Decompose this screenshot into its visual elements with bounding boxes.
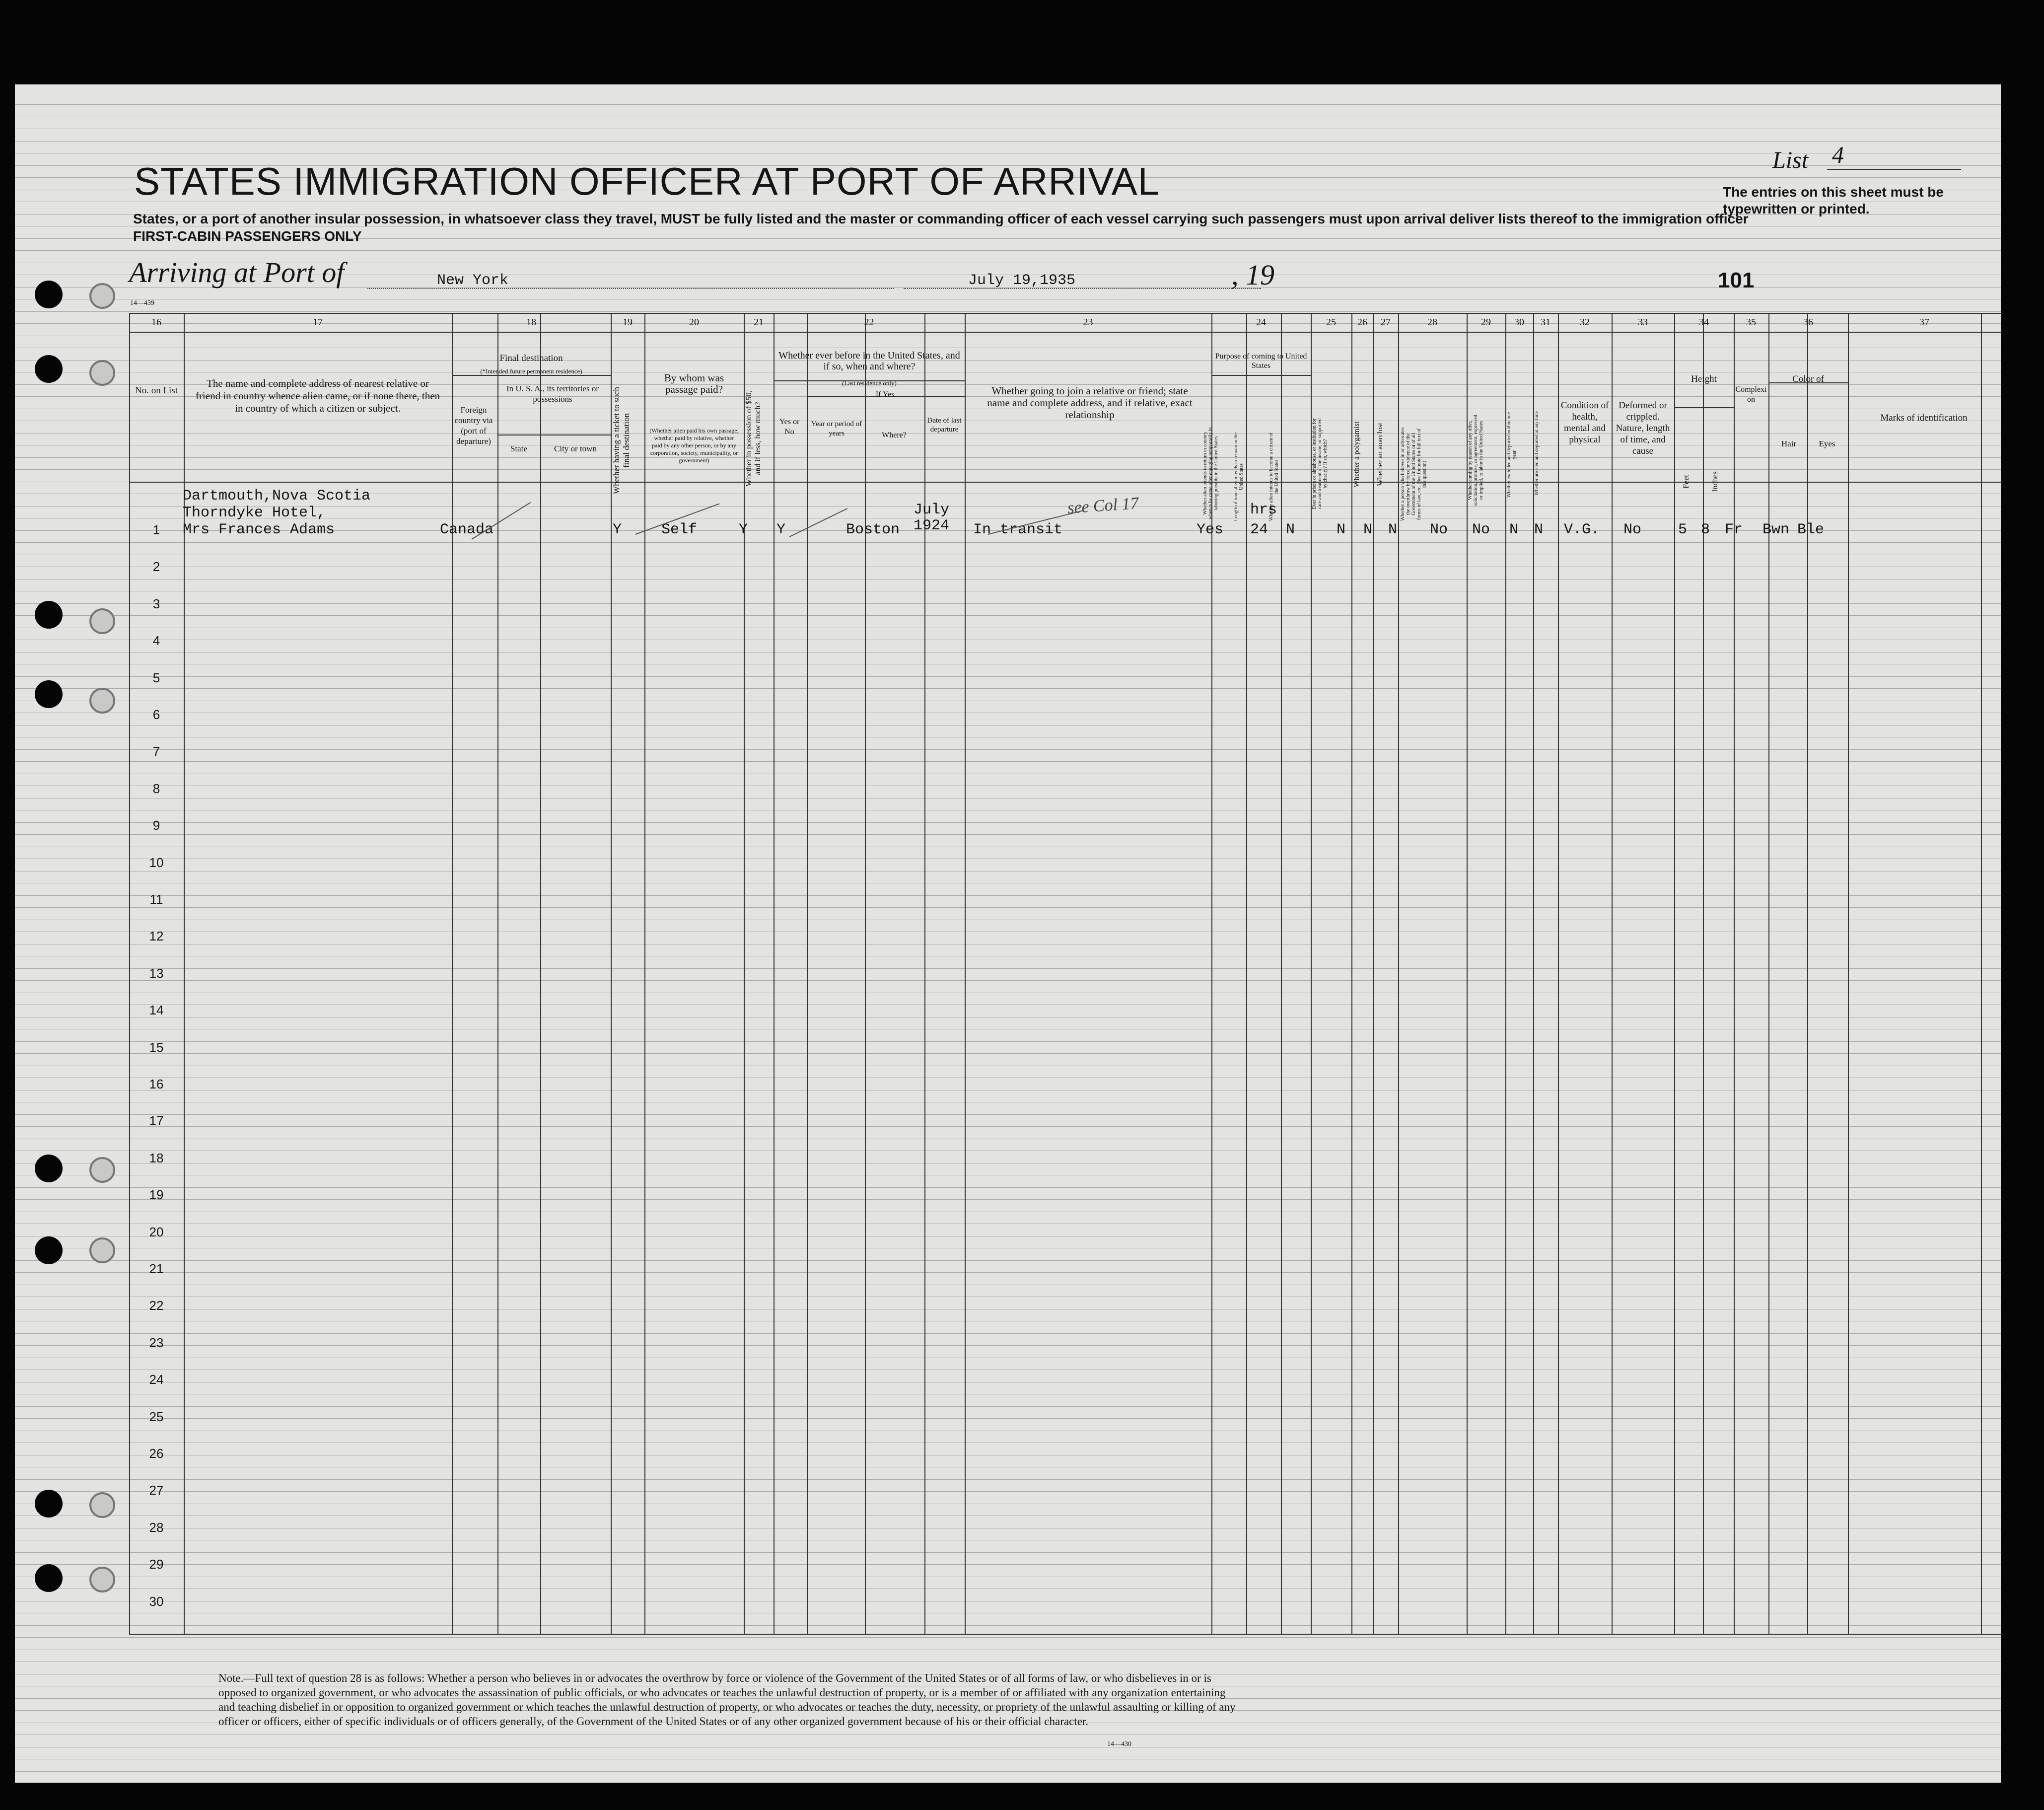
binder-ring [89,1567,115,1593]
header-polygamist: Whether a polygamist [1353,421,1361,488]
row-number: 1 [152,522,160,537]
row1-health: V.G. [1564,521,1600,538]
list-underline [1827,169,1961,170]
header-if-yes: If Yes [875,390,895,399]
row-number: 20 [149,1224,164,1239]
header-color-of: Color of [1792,374,1824,384]
binder-ring [89,283,115,309]
paper-rule [15,141,2001,142]
binder-ring [89,1492,115,1518]
column-rule [1311,313,1312,1634]
row-number: 5 [152,670,160,685]
column-rule [807,313,808,1634]
header-purpose: Purpose of coming to United States [1215,352,1307,370]
row-number: 2 [152,559,160,575]
slash-state-city [471,502,531,540]
year-prefix: , 19 [1231,259,1274,291]
col-num-19: 19 [623,317,633,328]
header-passage-paid-sub: (Whether alien paid his own passage, whether paid by relative, whether paid by any other person, or by any corporation, society, municipality, or government) [649,427,739,464]
row1-q29: No [1472,521,1490,538]
row-rule [129,1634,2001,1635]
instruction-line: States, or a port of another insular possession, in whatsoever class they travel, MUST be fully listed and the master or commanding officer of each vessel carrying such passengers must upon arrival deliver lists thereof to the immigration officer [133,211,1749,226]
column-rule [644,313,645,1634]
form-number: 14—430 [1107,1740,1131,1748]
binder-hole [35,1490,63,1518]
column-rule [1981,313,1982,1634]
paper-rule [15,311,2001,312]
col-num-25: 25 [1326,317,1336,328]
binder-hole [35,1236,63,1264]
header-inches: Inches [1711,471,1719,492]
row1-deformed: No [1623,521,1642,538]
col-num-34: 34 [1699,317,1709,328]
row1-q31: N [1534,521,1544,538]
row1-fifty-dollars: Y [739,521,748,538]
arriving-label: Arriving at Port of [129,256,345,289]
form-corner-number: 14—439 [130,299,154,307]
row-number: 4 [152,633,160,649]
col-num-28: 28 [1427,317,1437,328]
header-state: State [510,444,527,453]
binder-ring [89,360,115,386]
row-number: 9 [152,818,160,833]
row-number: 21 [149,1261,164,1276]
row1-length-unit: hrs [1250,502,1277,518]
column-rule [1351,313,1352,1634]
header-marks: Marks of identification [1880,413,1968,423]
row1-handwritten-note: see Col 17 [1066,494,1139,517]
header-health: Condition of health, mental and physical [1560,400,1609,445]
row1-q28: No [1430,521,1448,538]
sheet-number: 101 [1718,268,1755,292]
column-rule [865,313,866,1634]
date-value: July 19,1935 [968,272,1076,289]
header-last-departure: Date of last departure [927,417,962,434]
row-number: 30 [149,1593,164,1609]
col-num-35: 35 [1746,317,1756,328]
row-number: 8 [152,781,160,796]
list-label: List [1772,147,1809,173]
row-number: 25 [149,1409,164,1424]
typewritten-note: The entries on this sheet must be typewritten or printed. [1723,184,1944,217]
row1-polygamist: N [1363,521,1373,538]
column-rule [1467,313,1468,1634]
binder-ring [89,608,115,634]
row-number: 3 [152,596,160,611]
col-num-22: 22 [864,317,874,328]
column-rule [1703,313,1704,1634]
binder-hole [35,601,63,629]
col-num-37: 37 [1919,317,1929,328]
header-sub-rule [497,434,611,435]
row1-before-in-us: Y [776,521,786,538]
column-rule [1558,313,1559,1634]
column-rule [965,313,966,1634]
row1-address-line2: Thorndyke Hotel, [183,505,326,521]
binder-hole [35,281,63,308]
header-where: Where? [882,431,907,439]
header-foreign-country: Foreign country via (port of departure) [454,405,493,446]
list-number: 4 [1832,142,1844,168]
row-rule [129,313,2001,314]
header-q29: Whether coming by reason of any offer, solicitation, promise, or agreement, expressed or implied, to labor in the United States [1468,415,1484,506]
binder-hole [35,680,63,708]
header-joining: Whether going to join a relative or friend; state name and complete address, and if relative, exact relationship [987,385,1193,421]
col-num-29: 29 [1481,317,1491,328]
row1-hair: Bwn [1762,521,1790,538]
header-sub-rule [1674,407,1734,408]
column-rule [1734,313,1735,1634]
col-num-30: 30 [1514,317,1524,328]
header-relative-address: The name and complete address of nearest relative or friend in country whence alien came, or if none there, then in country of which a citizen or subject. [195,377,440,414]
binder-hole [35,1155,63,1182]
column-rule [1768,313,1769,1634]
col-num-23: 23 [1083,317,1093,328]
row-number: 10 [149,855,164,870]
column-rule [452,313,453,1634]
header-final-destination-sub: (*Intended future permanent residence) [480,367,582,375]
header-deformed: Deformed or crippled. Nature, length of time, and cause [1616,400,1670,456]
header-ever-before-sub: (Last residence only) [842,379,897,387]
header-q31: Whether arrested and deported at any time [1534,411,1540,496]
column-rule [1533,313,1534,1634]
header-prison: Ever in prison or almshouse, or institution for care and treatment of the insane, or supported by charity? If so, which? [1312,418,1328,509]
binder-ring [89,1157,115,1183]
paper-rule [15,250,2001,251]
header-final-destination: Final destination [499,353,563,363]
row1-length-value: 24 [1250,521,1269,538]
column-rule [1674,313,1675,1634]
header-purpose-return: Whether alien intends to return to country whence he came after engaging temporarily in laboring pursuits in the United States [1202,427,1219,519]
header-years: Year or period of years [811,420,862,437]
row1-joining: In transit [973,521,1063,538]
row1-paid-by: Self [661,521,698,538]
row-number: 18 [149,1150,164,1165]
row1-complexion: Fr [1725,521,1743,538]
header-anarchist: Whether an anarchist [1376,423,1384,486]
row1-purpose: Yes [1197,521,1224,538]
row-number: 12 [149,929,164,944]
header-complexion: Complexion [1735,385,1767,404]
column-rule [744,313,745,1634]
column-rule [497,313,498,1634]
col-num-31: 31 [1541,317,1551,328]
row1-eyes: Ble [1797,521,1825,538]
row1-date-year: 1924 [914,517,950,534]
row-number: 26 [149,1446,164,1461]
col-num-24: 24 [1256,317,1266,328]
port-value: New York [437,272,509,289]
row-number: 24 [149,1372,164,1387]
header-ticket: Whether having a ticket to such final destination [612,387,631,494]
binder-hole [35,355,63,383]
row1-inches: 8 [1701,521,1710,538]
row-number: 22 [149,1298,164,1313]
row-number: 16 [149,1077,164,1091]
binder-ring [89,688,115,714]
column-rule [540,313,541,1634]
header-q30: Whether excluded and deported within one year [1506,412,1517,498]
header-feet: Feet [1682,475,1691,489]
row1-feet: 5 [1678,521,1688,538]
column-rule [611,313,612,1634]
row-number: 23 [149,1335,164,1350]
header-height: Height [1691,374,1717,384]
col-num-36: 36 [1803,317,1813,328]
header-q28: Whether a person who believes in or advocates the overthrow by force or violence of the Government of the United States or of all forms of law, etc. (See footnote for full text of this question) [1400,427,1427,521]
header-passage-paid: By whom was passage paid? [664,372,724,395]
col-num-27: 27 [1381,317,1391,328]
page-title: STATES IMMIGRATION OFFICER AT PORT OF ARRIVAL [134,159,1160,203]
row1-prison: N [1337,521,1346,538]
class-line: FIRST-CABIN PASSENGERS ONLY [133,228,362,244]
header-purpose-length: Length of time alien intends to remain in the United States [1233,432,1244,521]
row-number: 14 [149,1003,164,1018]
row-number: 7 [152,744,160,759]
column-rule [1505,313,1506,1634]
row-number: 17 [149,1113,164,1129]
manifest-sheet [15,84,2001,1783]
header-eyes: Eyes [1819,439,1835,448]
header-sub-rule [1211,375,1311,376]
date-underline [904,288,1261,289]
column-rule [1373,313,1374,1634]
header-no-on-list: No. on List [135,385,178,396]
column-rule [1398,313,1399,1634]
row-number: 27 [149,1483,164,1498]
row1-citizen: N [1286,521,1295,538]
col-num-21: 21 [754,317,764,328]
row1-q30: N [1509,521,1519,538]
col-num-26: 26 [1357,317,1367,328]
row1-ticket: Y [613,521,622,538]
col-num-17: 17 [313,317,323,328]
row1-foreign-country: Canada [440,521,494,538]
row1-address-line1: Dartmouth,Nova Scotia [183,488,371,505]
header-ever-before: Whether ever before in the United States, and if so, when and where? [778,350,960,372]
paper-rule [15,1771,2001,1772]
col-num-33: 33 [1638,317,1648,328]
row1-where: Boston [846,521,900,538]
footnote-question-28: Note.—Full text of question 28 is as follows: Whether a person who believes in or advocates the overthrow by force or violence of the Government of the United States or of all forms of law, or who disbelieves in or is opposed to organized government, or who advocates the assassination of public officials, or who advocates or teaches the unlawful destruction of property, or is a member of or affiliated with any organization entertaining and teaching disbelief in or opposition to organized government or which teaches the unlawful destruction of property, or who advocates or teaches the duty, necessity, or propriety of the unlawful assaulting or killing of any officer or officers, either of specific individuals or of officers generally, of the Government of the United States or of any other organized government because of his or their official character. [218,1672,1236,1728]
slash-years [789,508,848,537]
row-number: 28 [149,1520,164,1535]
row-number: 29 [149,1557,164,1572]
column-rule [1612,313,1613,1634]
col-num-32: 32 [1580,317,1590,328]
row-number: 6 [152,707,160,722]
column-rule [129,313,130,1634]
binder-ring [89,1237,115,1263]
header-in-usa: In U. S. A., its territories or possessions [506,384,599,404]
header-city: City or town [554,444,597,453]
row-number: 15 [149,1039,164,1055]
paper-rule [15,1637,2001,1638]
col-num-20: 20 [689,317,699,328]
header-purpose-citizen: Whether alien intends to become a citizen of the United States [1269,432,1279,521]
binder-hole [35,1564,63,1592]
header-hair: Hair [1781,439,1797,448]
column-rule [774,313,775,1634]
column-rule [1848,313,1849,1634]
col-num-18: 18 [526,317,536,328]
row1-anarchist: N [1388,521,1398,538]
row-number: 11 [149,892,163,907]
column-rule [1807,313,1808,1634]
paper-rule [15,104,2001,105]
row-rule [129,332,2001,333]
header-fifty-dollars: Whether in possession of $50, and if less, how much? [745,390,762,487]
row1-address-line3: Mrs Frances Adams [183,521,335,538]
col-num-16: 16 [151,317,161,328]
row-number: 19 [149,1187,164,1203]
header-yes-or-no: Yes or No [779,418,800,436]
row1-date-month: July [914,502,950,518]
row-number: 13 [149,965,164,981]
